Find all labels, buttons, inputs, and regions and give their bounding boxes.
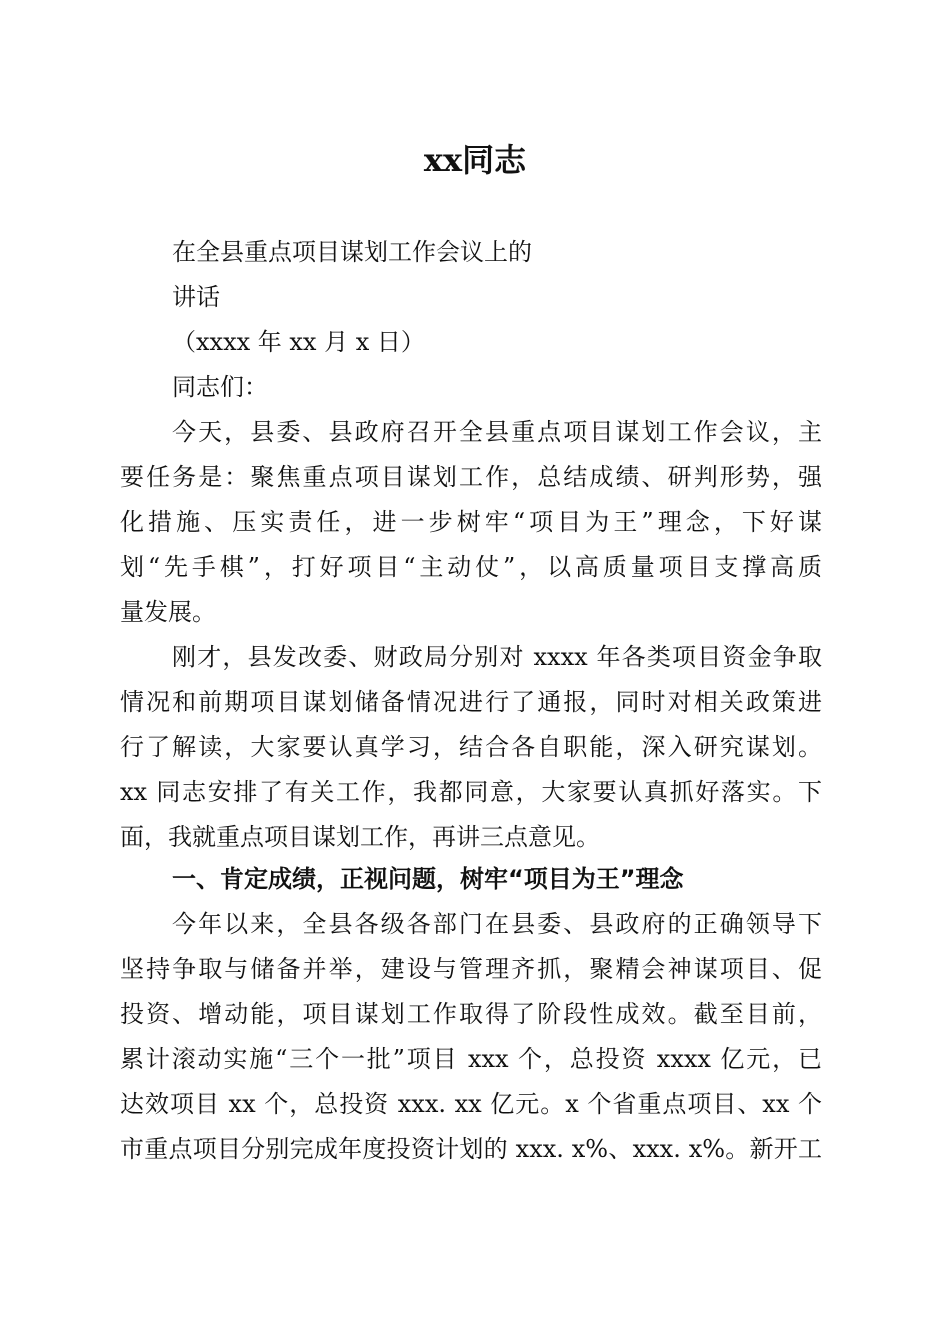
- subtitle-line-2: 讲话: [172, 283, 220, 311]
- paragraph-2-line: 情况和前期项目谋划储备情况进行了通报，同时对相关政策进: [120, 688, 822, 716]
- subtitle-line-1: 在全县重点项目谋划工作会议上的: [172, 238, 532, 266]
- paragraph-3-line: 投资、增动能，项目谋划工作取得了阶段性成效。截至目前，: [120, 1000, 822, 1028]
- section-heading: 一、肯定成绩，正视问题，树牢“项目为王”理念: [172, 865, 684, 893]
- paragraph-2-line: 面，我就重点项目谋划工作，再讲三点意见。: [120, 823, 600, 851]
- paragraph-1-line: 划“先手棋”，打好项目“主动仗”，以高质量项目支撑高质: [120, 553, 822, 581]
- paragraph-3-line: 达效项目 xx 个，总投资 xxx. xx 亿元。x 个省重点项目、xx 个: [120, 1090, 822, 1118]
- paragraph-3-line: 今年以来，全县各级各部门在县委、县政府的正确领导下: [172, 910, 822, 938]
- paragraph-2-line: 行了解读，大家要认真学习，结合各自职能，深入研究谋划。: [120, 733, 822, 761]
- paragraph-1-line: 量发展。: [120, 598, 216, 626]
- paragraph-1-line: 要任务是：聚焦重点项目谋划工作，总结成绩、研判形势，强: [120, 463, 822, 491]
- document-title: xx同志: [423, 141, 527, 179]
- paragraph-1-line: 化措施、压实责任，进一步树牢“项目为王”理念，下好谋: [120, 508, 822, 536]
- paragraph-2-line: 刚才，县发改委、财政局分别对 xxxx 年各类项目资金争取: [172, 643, 822, 671]
- paragraph-2-line: xx 同志安排了有关工作，我都同意，大家要认真抓好落实。下: [120, 778, 822, 806]
- salutation: 同志们：: [172, 373, 268, 401]
- speech-date: （xxxx 年 xx 月 x 日）: [172, 328, 425, 356]
- paragraph-3-line: 市重点项目分别完成年度投资计划的 xxx. x%、xxx. x%。新开工: [120, 1135, 822, 1163]
- paragraph-3-line: 坚持争取与储备并举，建设与管理齐抓，聚精会神谋项目、促: [120, 955, 822, 983]
- paragraph-1-line: 今天，县委、县政府召开全县重点项目谋划工作会议，主: [172, 418, 822, 446]
- paragraph-3-line: 累计滚动实施“三个一批”项目 xxx 个，总投资 xxxx 亿元，已: [120, 1045, 822, 1073]
